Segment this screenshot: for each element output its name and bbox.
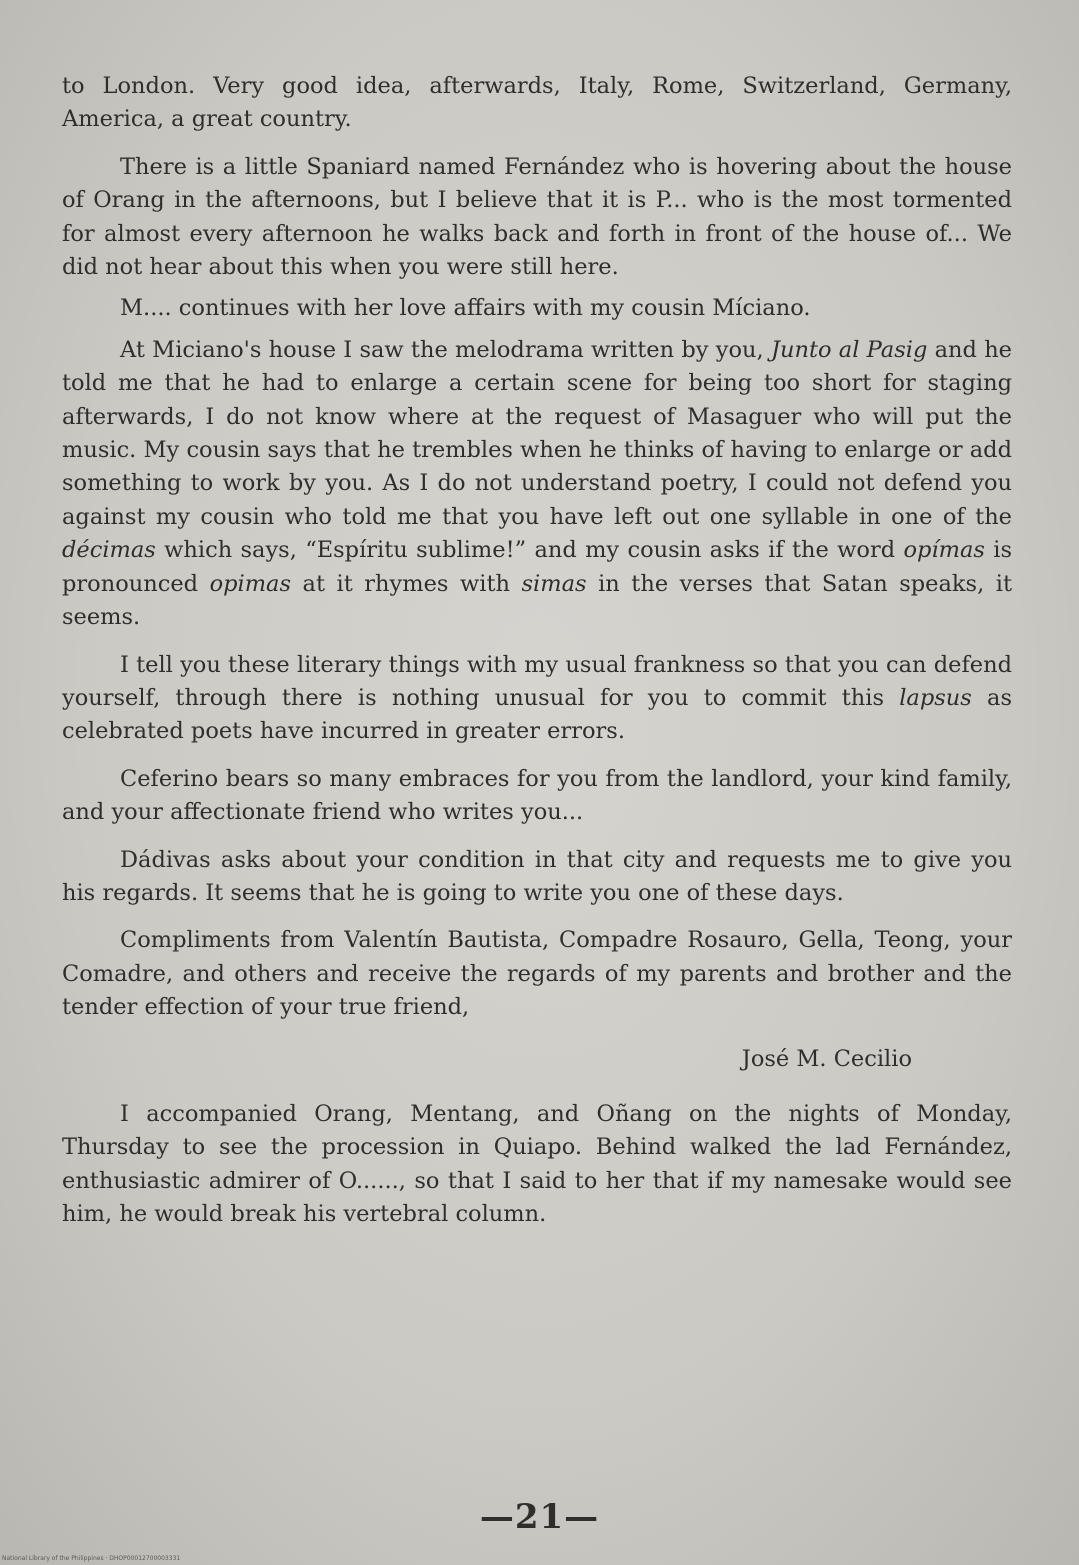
signature: José M. Cecilio xyxy=(741,1045,912,1072)
term-simas: simas xyxy=(521,570,587,597)
paragraph-2: There is a little Spaniard named Fernández who is hovering about the house of Orang in the afternoons, but I believe that it is P... who is the most tormented for almost every afternoon he walks back and forth in front of the house of... We did not hear about this when you were still here. xyxy=(62,153,1012,281)
paragraph-3: M.... continues with her love affairs with my cousin Míciano. xyxy=(120,295,811,322)
paragraph-6: Ceferino bears so many embraces for you from the landlord, your kind family, and your affectionate friend who writes you... xyxy=(62,765,1012,826)
letter-body xyxy=(62,70,1012,1232)
term-decimas: décimas xyxy=(62,537,156,564)
paragraph-5: I tell you these literary things with my usual frankness so that you can defend yourself, through there is nothing unusual for you to commit this lapsus as celebrated poets have incurred in greater errors. xyxy=(62,651,1012,745)
term-lapsus: lapsus xyxy=(899,684,972,711)
paragraph-8: Compliments from Valentín Bautista, Compadre Rosauro, Gella, Teong, your Comadre, and others and receive the regards of my parents and brother and the tender effection of your true friend, xyxy=(62,927,1012,1021)
archive-footer-note: National Library of the Philippines · DHOP00012700003331 xyxy=(2,1555,181,1562)
paragraph-7: Dádivas asks about your condition in that city and requests me to give you his regards. It seems that he is going to write you one of these days. xyxy=(62,846,1012,906)
term-opimas: opimas xyxy=(209,570,292,597)
paragraph-4: At Miciano's house I saw the melodrama written by you, Junto al Pasig and he told me that he had to enlarge a certain scene for being too short for staging afterwards, I do not know where at the request of Masaguer who will put the music. My cousin says that he trembles when he thinks of having to enlarge or add something to work by you. As I do not understand poetry, I could not defend you against my cousin who told me that you have left out one syllable in one of the décimas which says, “Espíritu sublime!” and my cousin asks if the word opímas is pronounced opimas at it rhymes with simas in the verses that Satan speaks, it seems. xyxy=(62,336,1013,631)
page-number: —21— xyxy=(479,1497,600,1537)
paragraph-1: to London. Very good idea, afterwards, Italy, Rome, Switzerland, Germany, America, a great country. xyxy=(62,73,1012,133)
postscript: I accompanied Orang, Mentang, and Oñang on the nights of Monday, Thursday to see the procession in Quiapo. Behind walked the lad Fernández, enthusiastic admirer of O......, so that I said to her that if my namesake would see him, he would break his vertebral column. xyxy=(62,1100,1012,1228)
title-junto-al-pasig: Junto al Pasig xyxy=(770,336,928,363)
term-opimas-accented: opímas xyxy=(903,537,985,564)
